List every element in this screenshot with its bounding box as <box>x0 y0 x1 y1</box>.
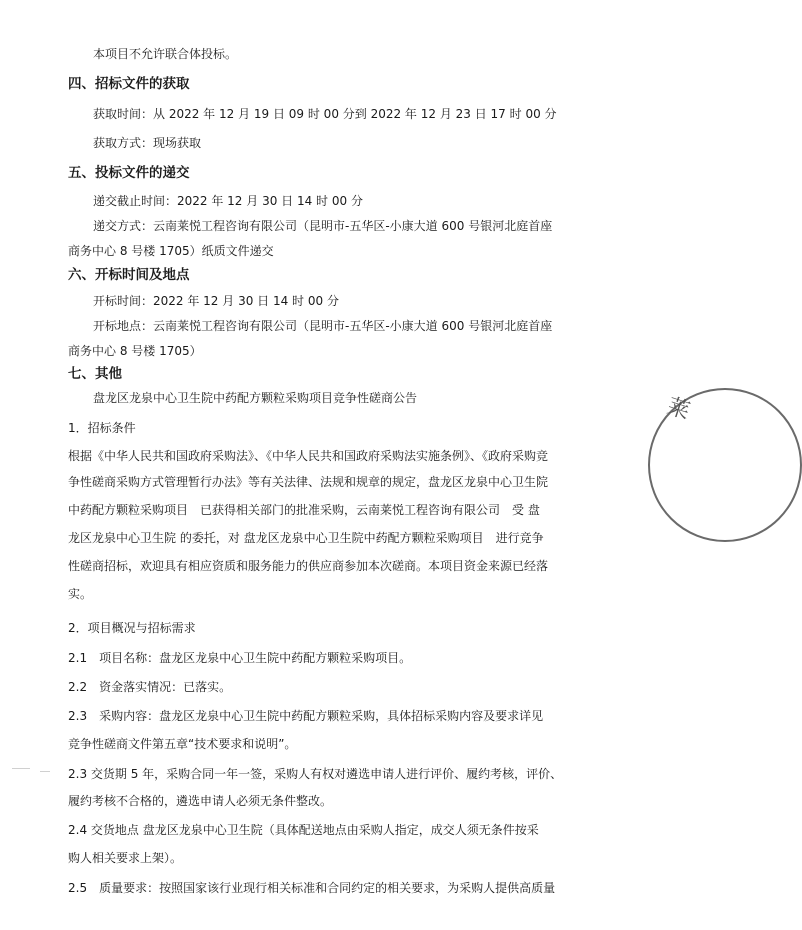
section-heading: 四、招标文件的获取 <box>68 76 190 92</box>
text-line: 中药配方颗粒采购项目 已获得相关部门的批准采购，云南莱悦工程咨询有限公司 受 盘 <box>68 503 540 517</box>
text-line: 2.3 交货期 5 年，采购合同一年一签，采购人有权对遴选申请人进行评价、履约考核，评价、 <box>68 767 563 781</box>
text-line: 开标地点：云南莱悦工程咨询有限公司（昆明市-五华区-小康大道 600 号银河北庭首座 <box>93 319 553 333</box>
text-line: 获取时间：从 2022 年 12 月 19 日 09 时 00 分到 2022 年 12 月 23 日 17 时 00 分 <box>93 107 557 121</box>
subsection-title: 1．招标条件 <box>68 421 136 435</box>
text-line: 性磋商招标，欢迎具有相应资质和服务能力的供应商参加本次磋商。本项目资金来源已经落 <box>68 559 549 573</box>
text-line: 根据《中华人民共和国政府采购法》、《中华人民共和国政府采购法实施条例》、《政府采购竞 <box>68 449 549 463</box>
text-line: 争性磋商采购方式管理暂行办法》等有关法律、法规和规章的规定，盘龙区龙泉中心卫生院 <box>68 475 549 489</box>
text-line: 2.3 采购内容：盘龙区龙泉中心卫生院中药配方颗粒采购，具体招标采购内容及要求详见 <box>68 709 544 723</box>
text-line: 龙区龙泉中心卫生院 的委托，对 盘龙区龙泉中心卫生院中药配方颗粒采购项目 进行竞争 <box>68 531 544 545</box>
text-line: 2.2 资金落实情况：已落实。 <box>68 680 232 694</box>
text-line: 2.4 交货地点 盘龙区龙泉中心卫生院（具体配送地点由采购人指定，成交人须无条件按采 <box>68 823 539 837</box>
text-line: 2.5 质量要求：按照国家该行业现行相关标准和合同约定的相关要求，为采购人提供高质量 <box>68 881 556 895</box>
notice-title: 盘龙区龙泉中心卫生院中药配方颗粒采购项目竞争性磋商公告 <box>93 391 418 405</box>
section-heading: 六、开标时间及地点 <box>68 267 190 283</box>
section-heading: 五、投标文件的递交 <box>68 165 190 181</box>
scan-speck <box>12 768 30 769</box>
text-line: 本项目不允许联合体投标。 <box>93 47 238 61</box>
text-line: 递交截止时间：2022 年 12 月 30 日 14 时 00 分 <box>93 194 363 208</box>
text-line: 递交方式：云南莱悦工程咨询有限公司（昆明市-五华区-小康大道 600 号银河北庭首座 <box>93 219 553 233</box>
text-line: 商务中心 8 号楼 1705）纸质文件递交 <box>68 244 274 258</box>
text-line: 获取方式：现场获取 <box>93 136 202 150</box>
section-heading: 七、其他 <box>68 366 122 382</box>
scan-speck <box>40 771 50 772</box>
text-line: 开标时间：2022 年 12 月 30 日 14 时 00 分 <box>93 294 339 308</box>
text-line: 竞争性磋商文件第五章“技术要求和说明”。 <box>68 737 297 751</box>
seal-stamp-text: 莱 <box>664 394 693 425</box>
subsection-title: 2．项目概况与招标需求 <box>68 621 196 635</box>
text-line: 商务中心 8 号楼 1705） <box>68 344 202 358</box>
text-line: 购人相关要求上架）。 <box>68 851 183 865</box>
text-line: 履约考核不合格的，遴选申请人必须无条件整改。 <box>68 794 333 808</box>
text-line: 2.1 项目名称：盘龙区龙泉中心卫生院中药配方颗粒采购项目。 <box>68 651 412 665</box>
text-line: 实。 <box>68 587 93 601</box>
